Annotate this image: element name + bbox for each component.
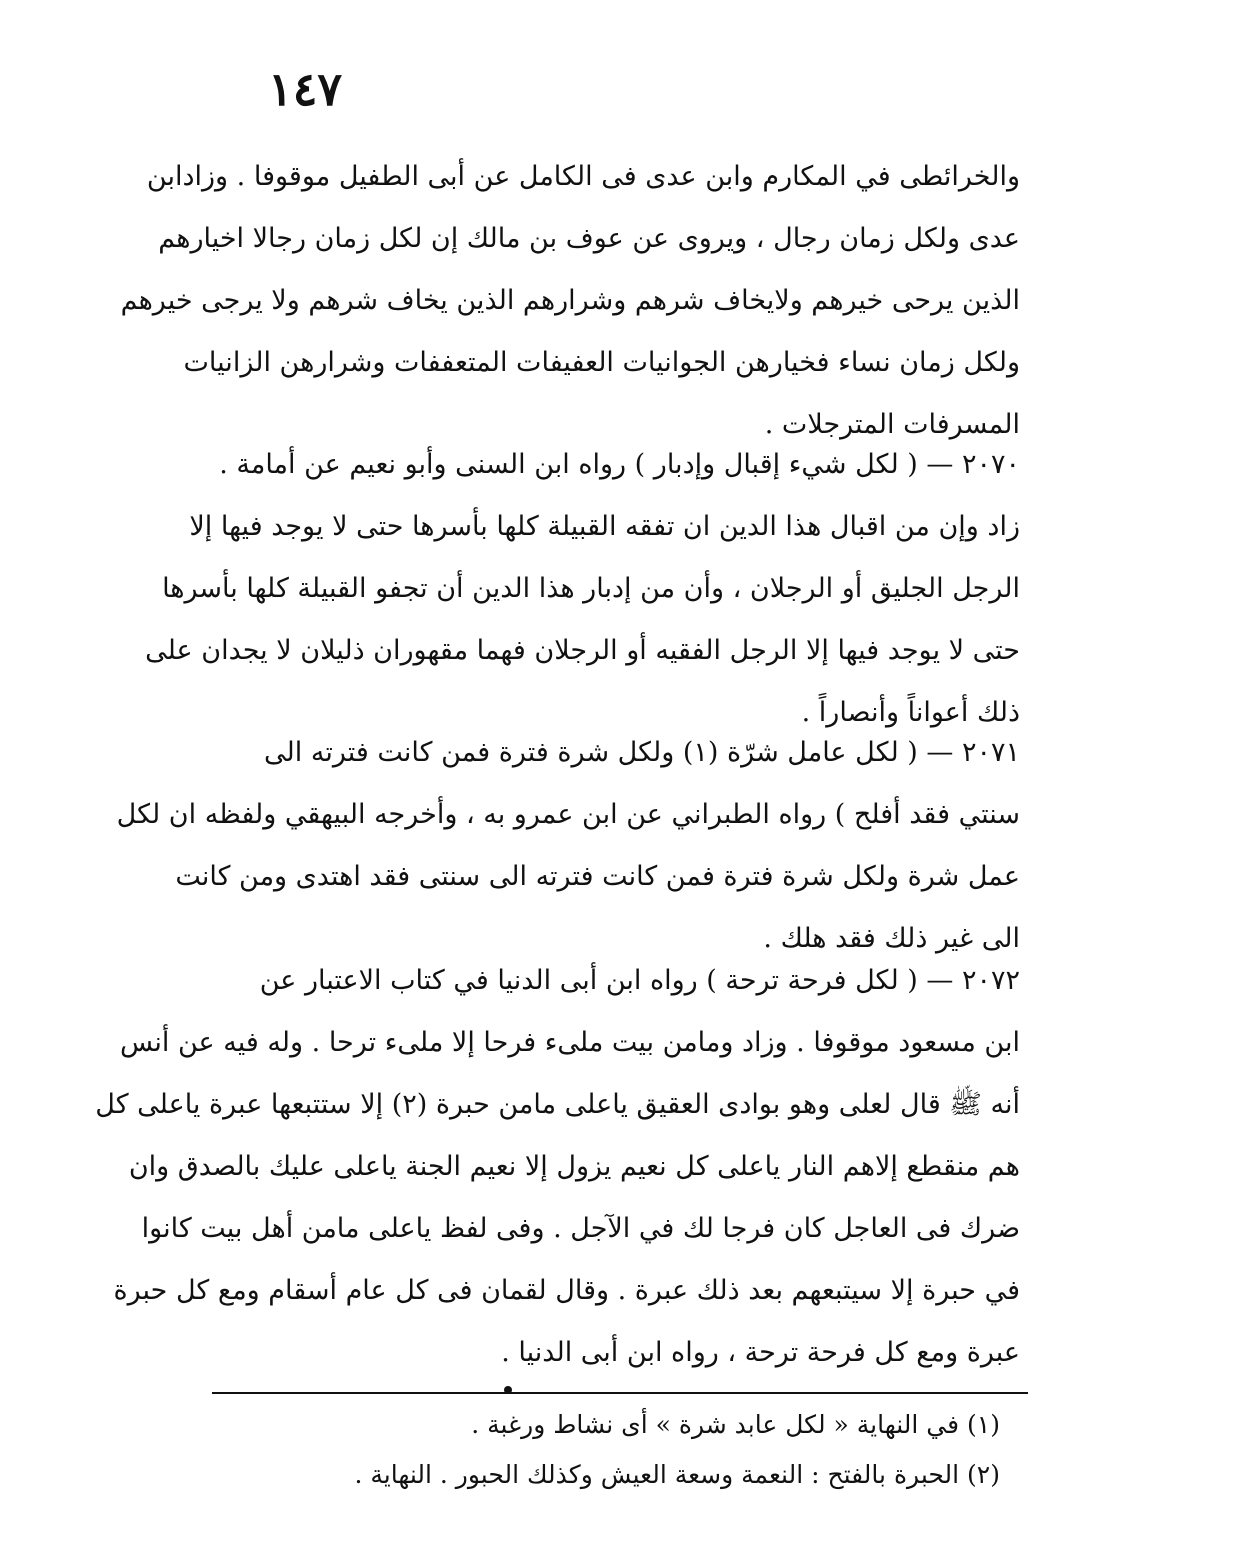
footnotes <box>300 1400 1000 1500</box>
text-line: الذين يرحى خيرهم ولايخاف شرهم وشرارهم الذين يخاف شرهم ولا يرجى خيرهم <box>120 285 1020 316</box>
page-number: ١٤٧ <box>268 62 343 116</box>
text-line: في حبرة إلا سيتبعهم بعد ذلك عبرة . وقال لقمان فى كل عام أسقام ومع كل حبرة <box>113 1275 1020 1306</box>
text-line: المسرفات المترجلات . <box>764 409 1020 440</box>
text-line: ولكل زمان نساء فخيارهن الجوانيات العفيفات المتعففات وشرارهن الزانيات <box>183 347 1020 378</box>
text-line: أنه ﷺ قال لعلى وهو بوادى العقيق ياعلى مامن حبرة (٢) إلا ستتبعها عبرة ياعلى كل <box>95 1089 1020 1120</box>
text-line: سنتي فقد أفلح ) رواه الطبراني عن ابن عمرو به ، وأخرجه البيهقي ولفظه ان لكل <box>116 799 1020 830</box>
text-line: حتى لا يوجد فيها إلا الرجل الفقيه أو الرجلان فهما مقهوران ذليلان لا يجدان على <box>145 635 1020 666</box>
text-line: ابن مسعود موقوفا . وزاد ومامن بيت ملىء فرحا إلا ملىء ترحا . وله فيه عن أنس <box>119 1027 1020 1058</box>
text-line: عمل شرة ولكل شرة فترة فمن كانت فترته الى سنتى فقد اهتدى ومن كانت <box>175 861 1020 892</box>
text-line: ضرك فى العاجل كان فرجا لك في الآجل . وفى لفظ ياعلى مامن أهل بيت كانوا <box>141 1213 1020 1244</box>
text-line: عبرة ومع كل فرحة ترحة ، رواه ابن أبى الدنيا . <box>501 1337 1020 1368</box>
text-line: الرجل الجليق أو الرجلان ، وأن من إدبار هذا الدين أن تجفو القبيلة كلها بأسرها <box>162 573 1020 604</box>
paragraph-1 <box>120 146 1020 456</box>
text-line: ذلك أعواناً وأنصاراً . <box>801 697 1020 728</box>
text-line: ٢٠٧١ — ( لكل عامل شرّة (١) ولكل شرة فترة فمن كانت فترته الى <box>264 737 1020 768</box>
text-line: هم منقطع إلاهم النار ياعلى كل نعيم يزول إلا نعيم الجنة ياعلى عليك بالصدق وان <box>128 1151 1020 1182</box>
text-line: والخرائطى في المكارم وابن عدى فى الكامل عن أبى الطفيل موقوفا . وزادابن <box>146 161 1020 192</box>
paragraph-2072 <box>95 950 1020 1384</box>
separator-ornament <box>504 1386 512 1394</box>
footnote-1: (١) في النهاية « لكل عابد شرة » أى نشاط ورغبة . <box>471 1410 1000 1439</box>
text-line: ٢٠٧٠ — ( لكل شيء إقبال وإدبار ) رواه ابن السنى وأبو نعيم عن أمامة . <box>219 449 1020 480</box>
text-line: زاد وإن من اقبال هذا الدين ان تفقه القبيلة كلها بأسرها حتى لا يوجد فيها إلا <box>189 511 1020 542</box>
text-line: عدى ولكل زمان رجال ، ويروى عن عوف بن مالك إن لكل زمان رجالا اخيارهم <box>158 223 1020 254</box>
paragraph-2070 <box>145 434 1020 744</box>
paragraph-2071 <box>116 722 1020 970</box>
footnote-2: (٢) الحبرة بالفتح : النعمة وسعة العيش وكذلك الحبور . النهاية . <box>354 1460 1000 1489</box>
text-line: الى غير ذلك فقد هلك . <box>763 923 1020 954</box>
text-line: ٢٠٧٢ — ( لكل فرحة ترحة ) رواه ابن أبى الدنيا في كتاب الاعتبار عن <box>259 965 1020 996</box>
footnote-separator <box>212 1392 1028 1394</box>
